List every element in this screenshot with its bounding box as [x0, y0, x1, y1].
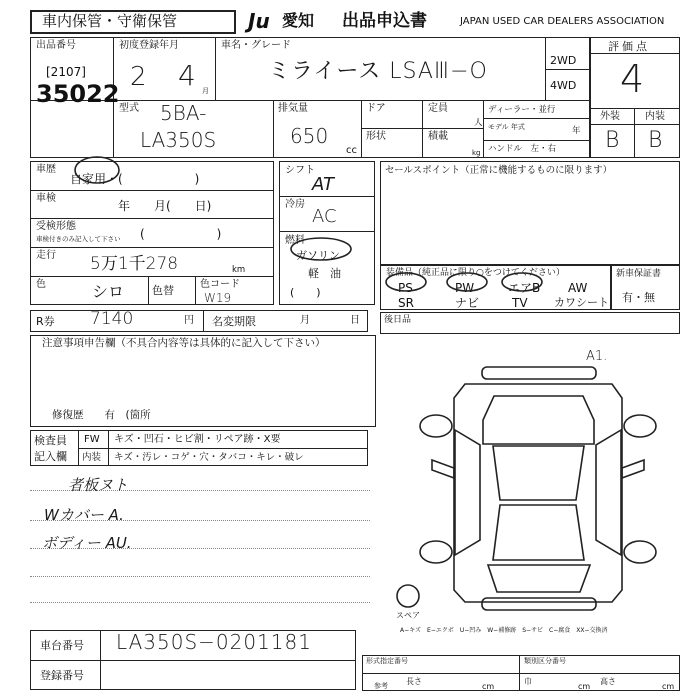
exterior-label: 外装 — [600, 111, 620, 122]
history-label: 車歴 — [36, 164, 56, 175]
equip-airbag: エアB — [508, 281, 541, 295]
grid-line — [100, 630, 101, 690]
model-value-1: 5BA- — [160, 101, 207, 125]
inspector-label: 検査員 — [34, 434, 67, 447]
category-label: 類別区分番号 — [524, 657, 566, 665]
chassis-label: 車台番号 — [40, 639, 84, 652]
ju-logo: Ju — [248, 9, 270, 33]
recycle-label: 受検形態 — [36, 221, 76, 232]
grid-line — [519, 655, 520, 691]
spare-label: スペア — [396, 611, 420, 620]
color-label: 色 — [36, 279, 46, 290]
dealer-label: ディーラー・並行 — [488, 105, 556, 115]
width-cm: cm — [578, 682, 591, 691]
recycle-paren: ( ) — [140, 227, 222, 241]
equip-pw: PW — [455, 281, 475, 295]
form-spec-label: 形式指定番号 — [366, 657, 408, 665]
name-change-label: 名変期限 — [212, 315, 256, 328]
association-name: JAPAN USED CAR DEALERS ASSOCIATION — [460, 16, 665, 27]
entry-label: 記入欄 — [34, 450, 67, 463]
org-name: 愛知 — [282, 11, 315, 30]
model-value-2: LA350S — [140, 128, 217, 152]
form-title: 出品申込書 — [342, 11, 427, 31]
reg-month: 4 — [178, 59, 196, 92]
drive-4wd: 4WD — [550, 79, 577, 92]
displacement-value: 650 — [290, 124, 329, 148]
reg-year: 2 — [130, 62, 147, 92]
exterior-value: B — [605, 128, 620, 153]
grid-line — [30, 660, 356, 661]
interior-value: B — [648, 128, 663, 153]
mileage-label: 走行 — [36, 250, 56, 261]
interior-items-label: 内装 — [82, 452, 102, 463]
color-code-label: 色コード — [200, 279, 240, 290]
inspection-value: 年 月( 日) — [118, 199, 212, 213]
height-label: 高さ — [600, 677, 616, 686]
rating-label: 評価点 — [608, 40, 650, 53]
color-code-value: W19 — [204, 291, 232, 305]
warranty-label: 新車保証書 — [616, 269, 662, 279]
ac-value: AC — [312, 206, 337, 227]
length-label: 長さ — [406, 677, 422, 686]
ticket-unit: 円 — [184, 315, 194, 326]
shape-label: 形状 — [366, 131, 386, 142]
load-label: 積載 — [428, 131, 448, 142]
handle-label: ハンドル 左・右 — [488, 144, 557, 154]
first-reg-label: 初度登録年月 — [119, 40, 179, 51]
equipment-label: 装備品（純正品に限り○をつけてください） — [386, 268, 565, 278]
width-label: 巾 — [524, 677, 532, 686]
equip-leather-seat: カワシート — [554, 296, 609, 309]
damage-legend: A−キズ E−エクボ U−凹み W−補修跡 S−サビ C−腐食 XX−交換済 — [400, 627, 608, 634]
ref-label: 参考 — [374, 682, 388, 690]
door-label: ドア — [366, 103, 386, 114]
ticket-value: 7140 — [90, 309, 134, 329]
registration-label: 登録番号 — [40, 669, 84, 682]
inspection-label: 車検 — [36, 193, 56, 204]
capacity-label: 定員 — [428, 103, 448, 114]
handwritten-note-1: 者板ヌト — [68, 476, 129, 494]
storage-badge-text: 車内保管・守衛保管 — [42, 12, 178, 30]
color-value: シロ — [92, 282, 125, 301]
fuel-diesel: 軽 油 — [308, 267, 341, 280]
capacity-unit: 人 — [474, 118, 483, 128]
year-unit: 年 — [572, 126, 581, 136]
displacement-label: 排気量 — [278, 103, 308, 114]
car-name-label: 車名・グレード — [221, 40, 291, 51]
fw-items: キズ・凹石・ヒビ割・リペア跡・X要 — [114, 434, 281, 445]
equip-sr: SR — [398, 296, 414, 310]
interior-items: キズ・汚レ・コゲ・穴・タバコ・キレ・破レ — [114, 452, 304, 463]
model-label: 型式 — [119, 103, 139, 114]
chassis-value: LA350S−0201181 — [116, 630, 312, 654]
rating-value: 4 — [620, 57, 645, 101]
equip-aw: AW — [568, 281, 588, 295]
drive-2wd: 2WD — [550, 54, 577, 67]
cc-unit: cc — [346, 145, 357, 156]
handwritten-note-2: Wカバー A. — [44, 506, 124, 524]
shift-label: シフト — [285, 165, 315, 176]
lot-number-label: 出品番号 — [36, 40, 76, 51]
warranty-value: 有・無 — [622, 291, 655, 304]
lot-number: 35022 — [36, 80, 120, 108]
fuel-gasoline: ガソリン — [296, 249, 340, 262]
fuel-paren: ( ) — [290, 286, 321, 299]
length-cm: cm — [482, 682, 495, 691]
notes-title: 注意事項申告欄（不具合内容等は具体的に記入して下さい） — [42, 337, 326, 349]
after-items-label: 後日品 — [384, 315, 412, 325]
history-value: 自家用・( ) — [70, 172, 200, 186]
sales-point-label: セールスポイント（正常に機能するものに限ります） — [385, 165, 613, 176]
mileage-unit: km — [232, 265, 246, 275]
color-change-label: 色替 — [152, 284, 174, 297]
grid-line — [362, 673, 680, 674]
shift-value: AT — [312, 174, 334, 195]
repair-history-label: 修復歴 有 (箇所 — [52, 409, 151, 421]
ac-label: 冷房 — [285, 199, 305, 210]
height-cm: cm — [662, 682, 675, 691]
load-unit: kg — [472, 149, 481, 157]
name-change-month: 月 — [300, 315, 310, 326]
name-change-day: 日 — [350, 315, 360, 326]
month-unit: 月 — [202, 87, 209, 95]
equip-tv: TV — [512, 296, 528, 310]
equip-navi: ナビ — [455, 296, 480, 310]
mileage-value: 5万1千278 — [90, 254, 179, 274]
recycle-note: 車検付きのみ記入して下さい — [36, 235, 121, 243]
equip-ps: PS — [398, 281, 413, 295]
fw-label: FW — [84, 434, 100, 445]
car-name-value: ミライース LSAⅢ−O — [268, 59, 488, 84]
lot-code: [2107] — [46, 65, 86, 79]
interior-label: 内装 — [645, 111, 665, 122]
fuel-label: 燃料 — [285, 235, 305, 246]
diagram-note-a1: A1. — [586, 349, 608, 364]
handwritten-note-3: ボディー AU. — [42, 534, 132, 552]
model-year-label: モデル 年式 — [488, 123, 525, 131]
ticket-label: R券 — [36, 315, 55, 328]
